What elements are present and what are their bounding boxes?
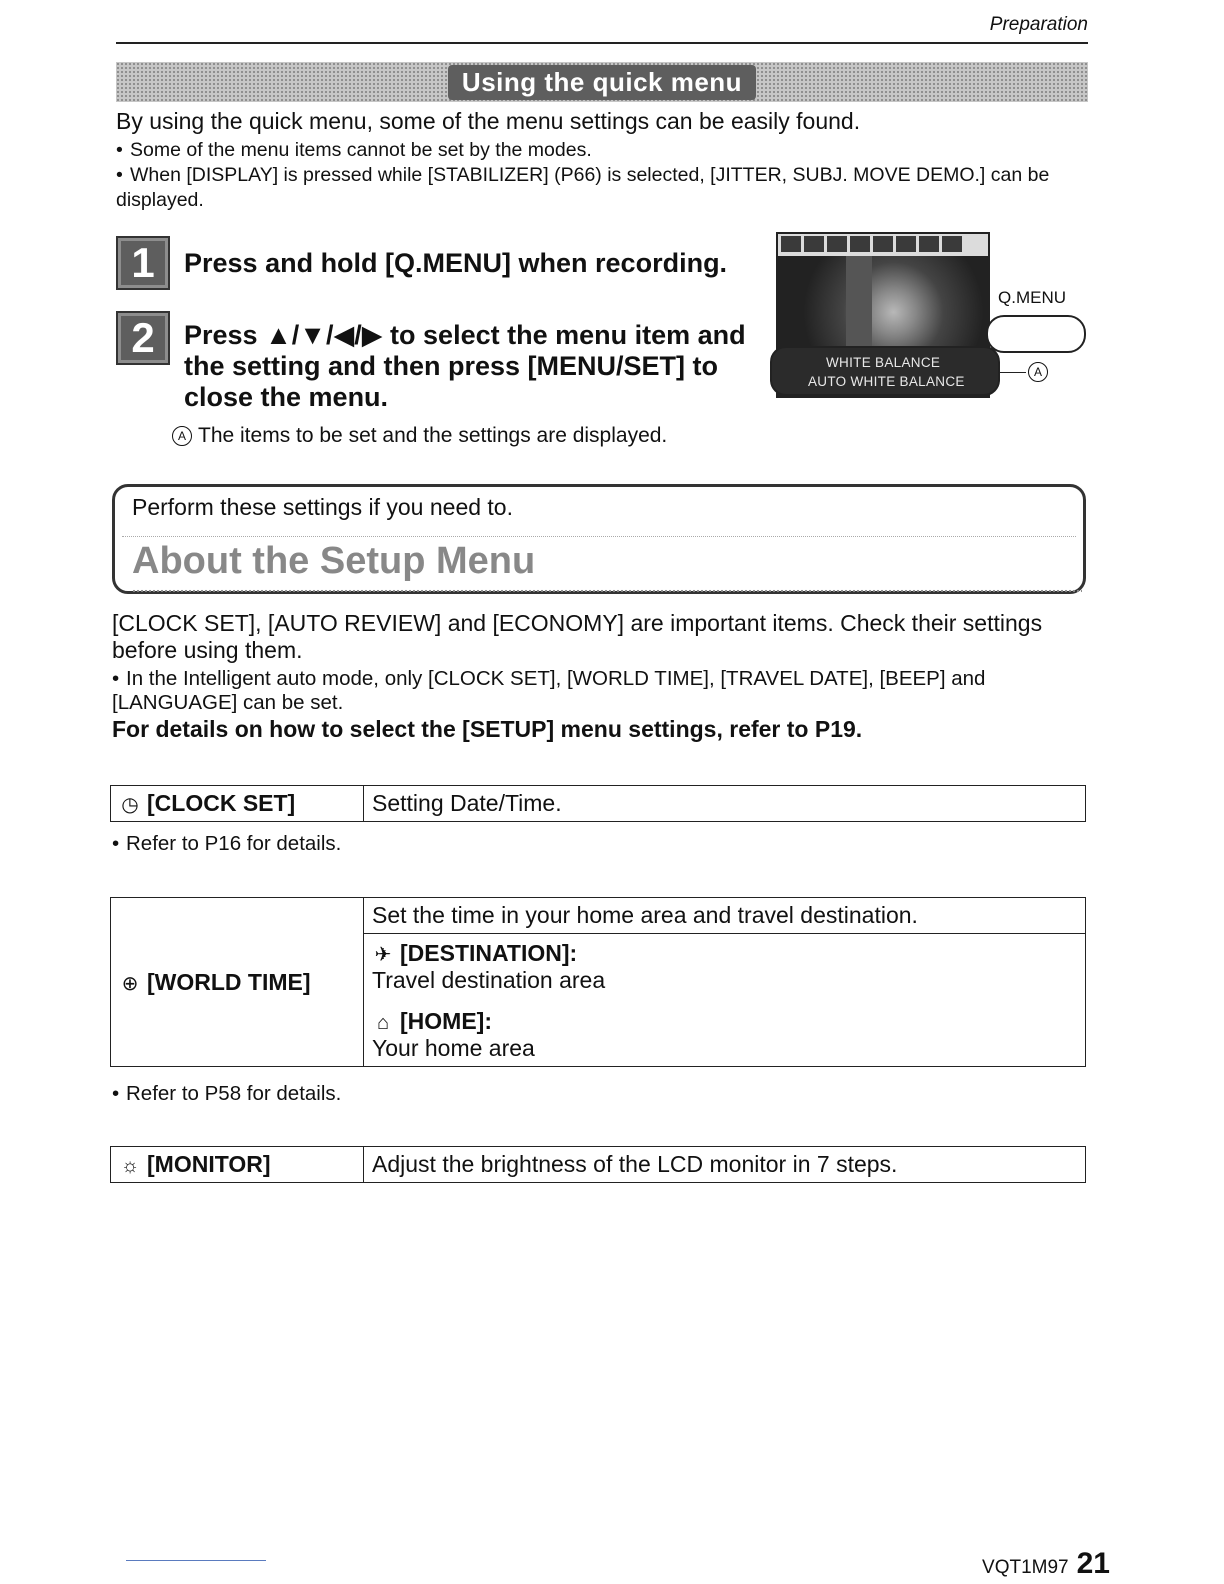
page-footer [982, 1547, 1110, 1581]
step-2-badge: 2 [116, 311, 170, 365]
table-row [111, 786, 1086, 822]
qmenu-button-label: Q.MENU [998, 288, 1066, 307]
monitor-table [110, 1146, 1086, 1183]
home-label: [HOME]: [400, 1008, 492, 1034]
callout-leader-line [998, 372, 1026, 373]
table-row [111, 898, 1086, 934]
bullet-item: • In the Intelligent auto mode, only [CLOCK SET], [WORLD TIME], [TRAVEL DATE], [BEEP] and [LANGUAGE] can be set. [112, 667, 986, 714]
clock-set-label-cell [111, 786, 364, 822]
step-2-text: Press ▲/▼/◀/▶ to select the menu item and the setting and then press [MENU/SET] to close the menu. [184, 320, 746, 412]
table-row [111, 1147, 1086, 1183]
quick-menu-heading-band [116, 62, 1088, 102]
clock-set-table [110, 785, 1086, 822]
step-1-text: Press and hold [Q.MENU] when recording. [184, 248, 728, 278]
setup-subtitle: Perform these settings if you need to. [132, 494, 513, 520]
bullet-text: In the Intelligent auto mode, only [CLOCK SET], [WORLD TIME], [TRAVEL DATE], [BEEP] and [LANGUAGE] can be set. [112, 667, 986, 714]
bullet-text: When [DISPLAY] is pressed while [STABILIZER] (P66) is selected, [JITTER, SUBJ. MOVE DEMO.] can be displayed. [116, 164, 1050, 211]
bullet-item: • Refer to P16 for details. [112, 832, 342, 855]
bullet-text: Some of the menu items cannot be set by the modes. [130, 139, 592, 161]
setup-paragraph: [CLOCK SET], [AUTO REVIEW] and [ECONOMY] are important items. Check their settings before using them. [112, 610, 1043, 663]
bullet-item: • When [DISPLAY] is pressed while [STABILIZER] (P66) is selected, [JITTER, SUBJ. MOVE DEMO.] can be displayed. [116, 164, 1050, 211]
section-label: Preparation [989, 14, 1088, 35]
setup-bold-note: For details on how to select the [SETUP] menu settings, refer to P19. [112, 716, 863, 742]
brightness-icon: ☼ [120, 1155, 140, 1177]
world-time-options-cell [364, 934, 1086, 1067]
bullet-item: • Refer to P58 for details. [112, 1082, 342, 1105]
circle-a-icon: A [172, 426, 192, 446]
quick-menu-title: Using the quick menu [448, 65, 756, 100]
world-time-ref: Refer to P58 for details. [126, 1082, 342, 1105]
world-time-label: [WORLD TIME] [147, 968, 311, 995]
note-a-text: The items to be set and the settings are displayed. [198, 424, 668, 447]
model-code: VQT1M97 [982, 1557, 1069, 1578]
home-icon: ⌂ [376, 1012, 390, 1034]
quick-menu-intro: By using the quick menu, some of the menu settings can be easily found. [116, 108, 861, 134]
world-time-label-cell [111, 898, 364, 1067]
qmenu-button [986, 315, 1086, 353]
world-time-description: Set the time in your home area and travel destination. [364, 898, 1086, 934]
clock-set-ref: Refer to P16 for details. [126, 832, 342, 855]
note-a [172, 424, 667, 448]
header-rule [116, 42, 1088, 44]
camera-icon-strip [778, 234, 988, 256]
camera-menu-column [846, 256, 872, 356]
airplane-icon: ✈ [374, 944, 392, 966]
footer-rule [126, 1560, 266, 1561]
monitor-label: [MONITOR] [147, 1151, 271, 1177]
monitor-label-cell [111, 1147, 364, 1183]
clock-set-label: [CLOCK SET] [147, 790, 296, 816]
step-1-badge: 1 [116, 236, 170, 290]
globe-icon: ⊕ [121, 972, 139, 995]
camera-menu-line-2: AUTO WHITE BALANCE [808, 374, 965, 389]
monitor-description: Adjust the brightness of the LCD monitor in 7 steps. [364, 1147, 1086, 1183]
destination-text: Travel destination area [372, 967, 606, 993]
world-time-table [110, 897, 1086, 1067]
clock-icon: ◷ [121, 794, 139, 816]
bullet-item: • Some of the menu items cannot be set by the modes. [116, 139, 592, 161]
home-text: Your home area [372, 1035, 535, 1061]
clock-set-description: Setting Date/Time. [364, 786, 1086, 822]
destination-label: [DESTINATION]: [400, 940, 578, 966]
callout-a-icon: A [1028, 362, 1048, 382]
setup-banner-divider [122, 536, 1076, 537]
setup-title: About the Setup Menu [132, 540, 536, 582]
camera-menu-line-1: WHITE BALANCE [826, 355, 941, 370]
setup-banner-shadow [132, 589, 1082, 593]
page-number: 21 [1076, 1547, 1110, 1580]
